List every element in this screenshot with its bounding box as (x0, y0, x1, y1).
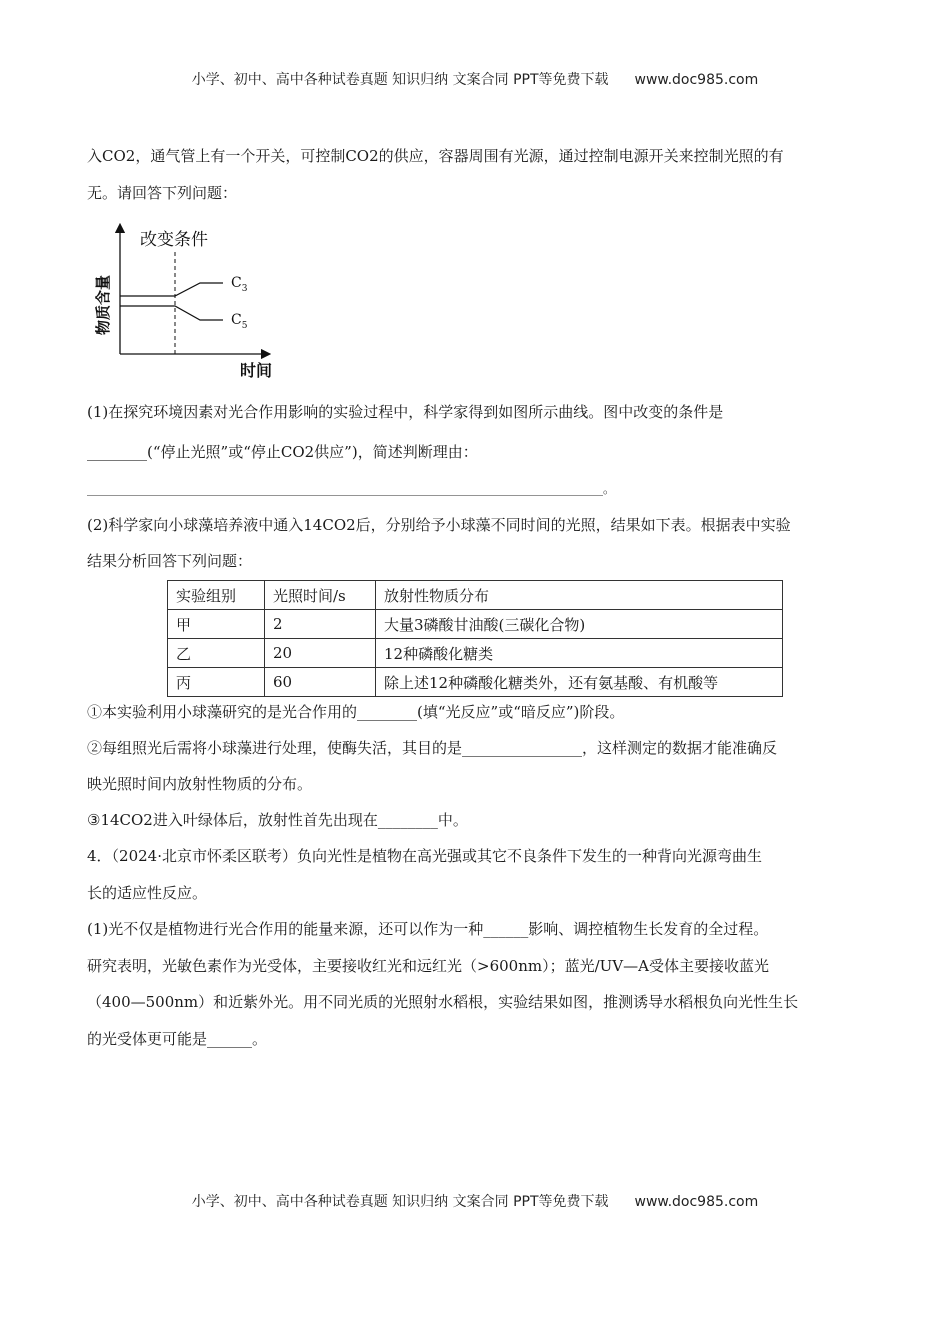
q2-line-1: (2)科学家向小球藻培养液中通入14CO2后，分别给予小球藻不同时间的光照，结果如下表。根据表中实验 (87, 516, 791, 534)
c3-label: $C_3$ (231, 275, 248, 294)
table-cell: 60 (265, 668, 376, 697)
footer-site[interactable]: www.doc985.com (634, 1194, 759, 1210)
table-cell: 甲 (168, 610, 265, 639)
graph-title: 改变条件 (140, 230, 208, 250)
q2-line-2: 结果分析回答下列问题： (87, 552, 253, 570)
table-cell: 乙 (168, 639, 265, 668)
table-header-cell: 放射性物质分布 (376, 581, 783, 610)
page-header (0, 69, 950, 89)
q1-answer-line: ______________________________________________________________________________________。 (87, 482, 616, 496)
q4-line-2: 长的适应性反应。 (87, 884, 208, 902)
results-table (167, 580, 783, 697)
table-header-cell: 光照时间/s (265, 581, 376, 610)
c3-c5-graph (88, 222, 288, 382)
q4-p4: 的光受体更可能是______。 (87, 1030, 268, 1048)
c5-curve (120, 306, 223, 320)
q4-line-1: 4．（2024·北京市怀柔区联考）负向光性是植物在高光强或其它不良条件下发生的一种背向光源弯曲生 (87, 847, 762, 865)
graph-xlabel: 时间 (240, 361, 273, 380)
sub-question-1: ①本实验利用小球藻研究的是光合作用的________(填“光反应”或“暗反应”)阶段。 (87, 703, 625, 721)
table-cell: 12种磷酸化糖类 (376, 639, 783, 668)
page-footer (0, 1191, 950, 1211)
table-cell: 除上述12种磷酸化糖类外，还有氨基酸、有机酸等 (376, 668, 783, 697)
q4-p2: 研究表明，光敏色素作为光受体，主要接收红光和远红光（>600nm）；蓝光/UV—A受体主要接收蓝光 (87, 957, 769, 975)
table-cell: 2 (265, 610, 376, 639)
graph-ylabel: 物质含量 (94, 274, 112, 335)
table-cell: 20 (265, 639, 376, 668)
header-site[interactable]: www.doc985.com (634, 72, 759, 88)
q1-line-2: ________(“停止光照”或“停止CO2供应”)，简述判断理由： (87, 443, 478, 461)
table-header-row (168, 581, 783, 610)
intro-line-1: 入CO2，通气管上有一个开关，可控制CO2的供应，容器周围有光源，通过控制电源开关来控制光照的有 (87, 147, 784, 165)
header-text: 小学、初中、高中各种试卷真题 知识归纳 文案合同 PPT等免费下载 (191, 72, 609, 88)
table-row (168, 668, 783, 697)
table-row (168, 639, 783, 668)
sub-question-3: ③14CO2进入叶绿体后，放射性首先出现在________中。 (87, 811, 468, 829)
footer-text: 小学、初中、高中各种试卷真题 知识归纳 文案合同 PPT等免费下载 (191, 1194, 609, 1210)
q1-line-1: (1)在探究环境因素对光合作用影响的实验过程中，科学家得到如图所示曲线。图中改变的条件是 (87, 403, 724, 421)
c5-label: $C_5$ (231, 312, 248, 331)
intro-line-2: 无。请回答下列问题： (87, 184, 238, 202)
sub-question-2b: 映光照时间内放射性物质的分布。 (87, 775, 313, 793)
table-row (168, 610, 783, 639)
table-header-cell: 实验组别 (168, 581, 265, 610)
q4-p1: (1)光不仅是植物进行光合作用的能量来源，还可以作为一种______影响、调控植物生长发育的全过程。 (87, 920, 769, 938)
table-cell: 丙 (168, 668, 265, 697)
c3-curve (120, 283, 223, 296)
q4-p3: （400—500nm）和近紫外光。用不同光质的光照射水稻根，实验结果如图，推测诱导水稻根负向光性生长 (87, 993, 799, 1011)
table-cell: 大量3磷酸甘油酸(三碳化合物) (376, 610, 783, 639)
sub-question-2a: ②每组照光后需将小球藻进行处理，使酶失活，其目的是________________，这样测定的数据才能准确反 (87, 739, 778, 757)
